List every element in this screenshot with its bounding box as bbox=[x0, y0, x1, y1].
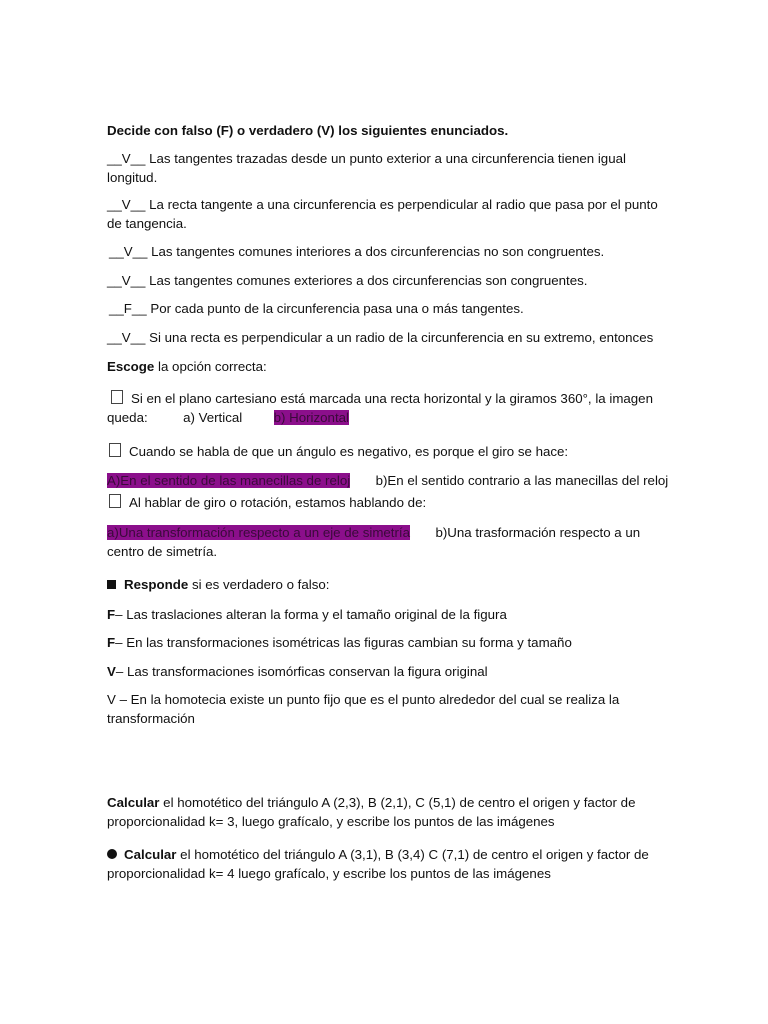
tf-statement-5: __F__ Por cada punto de la circunferencia pasa una o más tangentes. bbox=[109, 301, 524, 316]
vf-item-1 bbox=[107, 605, 507, 624]
question-1-text: Si en el plano cartesiano está marcada una recta horizontal y la giramos 360°, la imagen bbox=[131, 391, 653, 406]
vf-mark: F bbox=[107, 607, 116, 622]
question-1-prefix: queda: bbox=[107, 410, 148, 425]
tf-statement-6: __V__ Si una recta es perpendicular a un radio de la circunferencia en su extremo, entonces bbox=[107, 330, 654, 345]
section-title: Decide con falso (F) o verdadero (V) los siguientes enunciados. bbox=[107, 123, 509, 138]
calc-exercise-1 bbox=[107, 793, 635, 812]
question-1-option-a: a) Vertical bbox=[183, 410, 243, 425]
vf-mark: V bbox=[107, 664, 116, 679]
tf-statement-1: __V__ Las tangentes trazadas desde un punto exterior a una circunferencia tienen igual bbox=[107, 151, 626, 166]
tf-statement-2: __V__ La recta tangente a una circunferencia es perpendicular al radio que pasa por el punto bbox=[107, 197, 658, 212]
escoge-bold: Escoge bbox=[107, 359, 155, 374]
calc-exercise-1-cont: proporcionalidad k= 3, luego grafícalo, y escribe los puntos de las imágenes bbox=[107, 814, 555, 829]
responde-heading bbox=[107, 575, 329, 594]
question-1-options bbox=[107, 408, 349, 427]
vf-text: – Las transformaciones isomórficas conservan la figura original bbox=[115, 664, 488, 679]
round-bullet-icon bbox=[107, 849, 117, 859]
vf-mark: F bbox=[107, 635, 116, 650]
checkbox-icon bbox=[109, 494, 121, 508]
question-1-option-b-highlighted: b) Horizontal bbox=[273, 410, 349, 425]
question-3-option-b: b)Una trasformación respecto a un bbox=[435, 525, 641, 540]
calc-bold: Calcular bbox=[107, 795, 160, 810]
question-3-options bbox=[107, 523, 640, 542]
calc-text: el homotético del triángulo A (2,3), B (2,1), C (5,1) de centro el origen y factor de bbox=[159, 795, 636, 810]
question-2-option-a-highlighted: A)En el sentido de las manecillas de reloj bbox=[107, 473, 351, 488]
calc-exercise-2-cont: proporcionalidad k= 4 luego grafícalo, y escribe los puntos de las imágenes bbox=[107, 866, 551, 881]
tf-statement-2-cont: de tangencia. bbox=[107, 216, 187, 231]
checkbox-icon bbox=[109, 443, 121, 457]
escoge-rest: la opción correcta: bbox=[154, 359, 267, 374]
calc-text: el homotético del triángulo A (3,1), B (3,4) C (7,1) de centro el origen y factor de bbox=[176, 847, 649, 862]
question-2-option-b: b)En el sentido contrario a las manecillas del reloj bbox=[375, 473, 669, 488]
calc-bold: Calcular bbox=[124, 847, 177, 862]
question-1 bbox=[111, 389, 653, 408]
vf-text: – Las traslaciones alteran la forma y el tamaño original de la figura bbox=[115, 607, 507, 622]
question-2-text: Cuando se habla de que un ángulo es negativo, es porque el giro se hace: bbox=[129, 444, 569, 459]
question-3-text: Al hablar de giro o rotación, estamos hablando de: bbox=[129, 495, 427, 510]
tf-statement-3: __V__ Las tangentes comunes interiores a dos circunferencias no son congruentes. bbox=[109, 244, 605, 259]
question-2-options bbox=[107, 471, 668, 490]
tf-statement-1-cont: longitud. bbox=[107, 170, 158, 185]
question-3-option-a-highlighted: a)Una transformación respecto a un eje de simetría bbox=[107, 525, 411, 540]
question-3-option-b-cont: centro de simetría. bbox=[107, 544, 218, 559]
checkbox-icon bbox=[111, 390, 123, 404]
tf-statement-4: __V__ Las tangentes comunes exteriores a dos circunferencias son congruentes. bbox=[107, 273, 588, 288]
question-2 bbox=[109, 442, 568, 461]
responde-bold: Responde bbox=[124, 577, 189, 592]
responde-rest: si es verdadero o falso: bbox=[188, 577, 330, 592]
homotecia-statement-cont: transformación bbox=[107, 711, 195, 726]
question-3 bbox=[109, 493, 426, 512]
vf-item-2 bbox=[107, 633, 572, 652]
calc-exercise-2 bbox=[107, 845, 649, 864]
vf-item-3 bbox=[107, 662, 488, 681]
square-bullet-icon bbox=[107, 580, 116, 589]
vf-text: – En las transformaciones isométricas las figuras cambian su forma y tamaño bbox=[115, 635, 572, 650]
escoge-heading bbox=[107, 357, 267, 376]
homotecia-statement: V – En la homotecia existe un punto fijo que es el punto alrededor del cual se realiza la bbox=[107, 692, 620, 707]
